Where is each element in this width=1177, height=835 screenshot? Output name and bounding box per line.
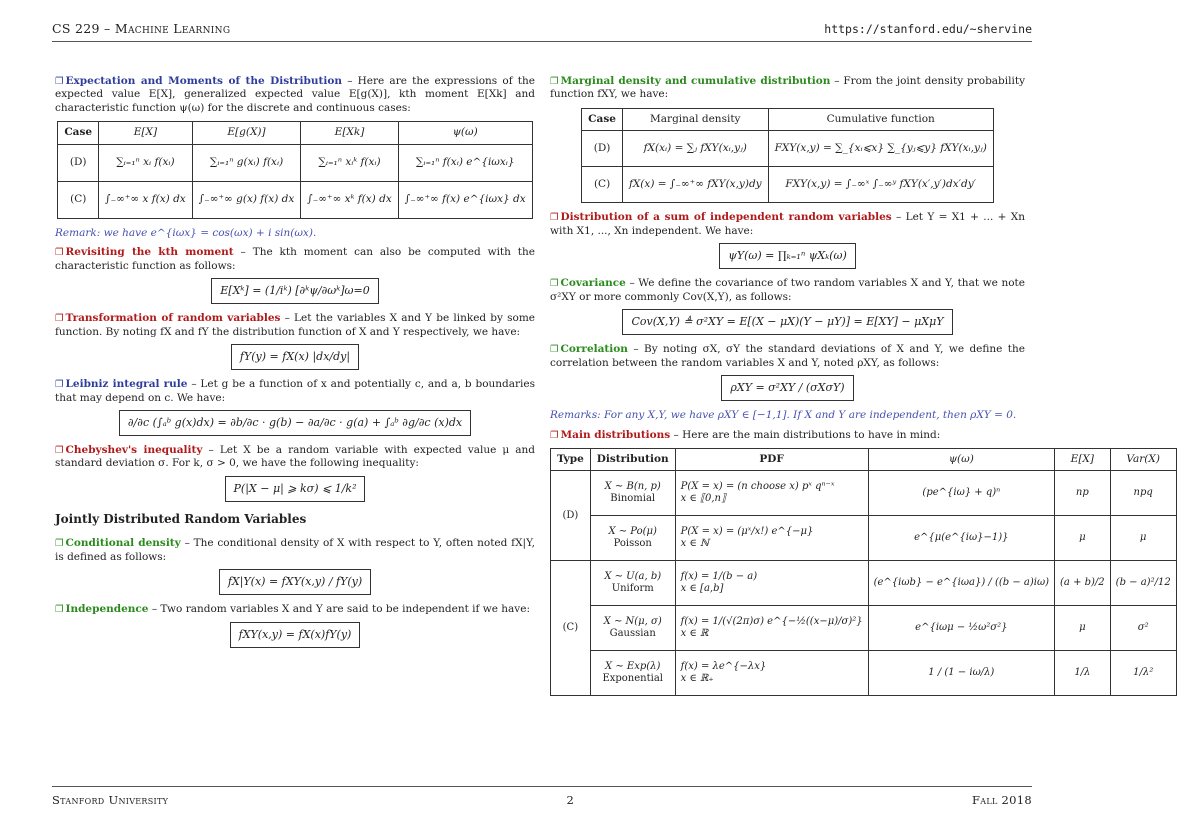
square-bullet-icon: ❐ <box>55 538 64 550</box>
table-cell: ∫₋∞⁺∞ g(x) f(x) dx <box>192 181 301 218</box>
section-title: Leibniz integral rule <box>65 378 188 391</box>
table-cell: (D) <box>58 144 99 181</box>
distribution-cell: X ∼ Exp(λ) Exponential <box>590 651 675 696</box>
table-cell: ∑ᵢ₌₁ⁿ xᵢᵏ f(xᵢ) <box>301 144 398 181</box>
section-text: – Here are the expressions of the expected value E[X], generalized expected value E[g(X)], kth moment E[Xk] and characteristic function ψ(ω) for the discrete and continuous cases: <box>55 75 535 114</box>
distribution-cell: X ∼ B(n, p) Binomial <box>590 471 675 516</box>
ex-cell: (a + b)/2 <box>1055 561 1111 606</box>
table-header: PDF <box>675 449 868 471</box>
square-bullet-icon: ❐ <box>55 379 64 391</box>
formula-box: ∂/∂c (∫ₐᵇ g(x)dx) = ∂b/∂c · g(b) − ∂a/∂c · g(a) + ∫ₐᵇ ∂g/∂c (x)dx <box>119 410 471 436</box>
section-expectation <box>55 75 535 240</box>
table-cell: fX(x) = ∫₋∞⁺∞ fXY(x,y)dy <box>622 167 768 203</box>
course-url[interactable]: https://stanford.edu/~shervine <box>824 22 1032 37</box>
section-title: Distribution of a sum of independent random variables <box>560 211 892 224</box>
var-cell: (b − a)²/12 <box>1110 561 1176 606</box>
table-header: E[X] <box>99 122 193 144</box>
footer-left: Stanford University <box>52 793 169 807</box>
table-cell: (C) <box>582 167 623 203</box>
right-column <box>550 75 1171 704</box>
psi-cell: e^{μ(e^{iω}−1)} <box>868 516 1054 561</box>
section-conditional <box>55 537 535 595</box>
section-text: – Two random variables X and Y are said to be independent if we have: <box>148 603 530 616</box>
square-bullet-icon: ❐ <box>55 247 64 259</box>
table-row <box>551 471 1177 516</box>
table-cell: FXY(x,y) = ∑_{xᵢ⩽x} ∑_{yⱼ⩽y} fXY(xᵢ,yⱼ) <box>768 131 993 167</box>
ex-cell: μ <box>1055 606 1111 651</box>
left-column <box>55 75 535 656</box>
section-sum <box>550 211 1025 269</box>
section-title: Chebyshev's inequality <box>65 444 203 457</box>
table-header: Type <box>551 449 591 471</box>
formula-box: ρXY = σ²XY / (σXσY) <box>721 375 853 401</box>
formula-box: P(|X − μ| ⩾ kσ) ⩽ 1/k² <box>225 476 366 502</box>
section-text: – Here are the main distributions to have in mind: <box>670 428 941 441</box>
formula-box: fY(y) = fX(x) |dx/dy| <box>231 344 359 370</box>
table-cell: (D) <box>582 131 623 167</box>
table-cell: ∑ᵢ₌₁ⁿ f(xᵢ) e^{iωxᵢ} <box>398 144 532 181</box>
square-bullet-icon: ❐ <box>550 212 559 224</box>
square-bullet-icon: ❐ <box>55 604 64 616</box>
var-cell: 1/λ² <box>1110 651 1176 696</box>
var-cell: npq <box>1110 471 1176 516</box>
square-bullet-icon: ❐ <box>550 76 559 87</box>
formula-box: ψY(ω) = ∏ₖ₌₁ⁿ ψXₖ(ω) <box>719 243 856 269</box>
table-header: E[g(X)] <box>192 122 301 144</box>
distribution-cell: X ∼ U(a, b) Uniform <box>590 561 675 606</box>
section-text: – From the joint density probability function fXY, we have: <box>550 75 1025 101</box>
var-cell: σ² <box>1110 606 1176 651</box>
page-footer <box>52 786 1032 808</box>
square-bullet-icon: ❐ <box>55 445 64 457</box>
table-cell: fX(xᵢ) = ∑ⱼ fXY(xᵢ,yⱼ) <box>622 131 768 167</box>
type-cell: (C) <box>551 561 591 696</box>
table-row <box>551 516 1177 561</box>
section-title: Expectation and Moments of the Distribution <box>65 75 342 87</box>
section-covariance <box>550 277 1025 335</box>
formula-box: fX|Y(x) = fXY(x,y) / fY(y) <box>219 569 371 595</box>
table-header: Var(X) <box>1110 449 1176 471</box>
section-text: – The kth moment can also be computed with the characteristic function as follows: <box>55 246 535 272</box>
section-chebyshev <box>55 444 535 502</box>
type-cell: (D) <box>551 471 591 561</box>
ex-cell: 1/λ <box>1055 651 1111 696</box>
pdf-cell: f(x) = 1/(b − a) x ∈ [a,b] <box>675 561 868 606</box>
table-row <box>582 167 994 203</box>
section-title: Transformation of random variables <box>65 312 281 325</box>
table-row <box>551 606 1177 651</box>
table-header: Case <box>58 122 99 144</box>
psi-cell: (e^{iωb} − e^{iωa}) / ((b − a)iω) <box>868 561 1054 606</box>
section-text: – Let Y = X1 + ... + Xn with X1, ..., Xn independent. We have: <box>550 211 1025 237</box>
table-header: Cumulative function <box>768 108 993 130</box>
section-marginal <box>550 75 1025 203</box>
section-title: Correlation <box>560 343 628 356</box>
section-text: – Let X be a random variable with expected value μ and standard deviation σ. For k, σ > 0, we have the following inequality: <box>55 444 536 470</box>
table-cell: ∫₋∞⁺∞ f(x) e^{iωx} dx <box>398 181 532 218</box>
distribution-cell: X ∼ Po(μ) Poisson <box>590 516 675 561</box>
table-cell: (C) <box>58 181 99 218</box>
section-text: – Let g be a function of x and potentially c, and a, b boundaries that may depend on c. We have: <box>55 378 535 404</box>
section-leibniz <box>55 378 535 436</box>
section-text: – Let the variables X and Y be linked by some function. By noting fX and fY the distribution function of X and Y respectively, we have: <box>55 312 535 338</box>
square-bullet-icon: ❐ <box>55 76 64 87</box>
pdf-cell: P(X = x) = (n choose x) pˣ qⁿ⁻ˣ x ∈ ⟦0,n⟧ <box>675 471 868 516</box>
square-bullet-icon: ❐ <box>550 344 559 356</box>
pdf-cell: f(x) = 1/(√(2π)σ) e^{−½((x−μ)/σ)²} x ∈ ℝ <box>675 606 868 651</box>
table-header: Marginal density <box>622 108 768 130</box>
var-cell: μ <box>1110 516 1176 561</box>
pdf-cell: P(X = x) = (μˣ/x!) e^{−μ} x ∈ ℕ <box>675 516 868 561</box>
table-cell: ∑ᵢ₌₁ⁿ g(xᵢ) f(xᵢ) <box>192 144 301 181</box>
marginal-table <box>581 108 994 203</box>
section-kth-moment <box>55 246 535 304</box>
section-title: Covariance <box>560 277 626 290</box>
page-header <box>52 20 1032 42</box>
table-row <box>551 561 1177 606</box>
section-text: – The conditional density of X with respect to Y, often noted fX|Y, is defined as follows: <box>55 537 535 563</box>
table-row <box>58 181 532 218</box>
distribution-cell: X ∼ N(μ, σ) Gaussian <box>590 606 675 651</box>
table-cell: ∫₋∞⁺∞ xᵏ f(x) dx <box>301 181 398 218</box>
psi-cell: 1 / (1 − iω/λ) <box>868 651 1054 696</box>
table-header: Case <box>582 108 623 130</box>
section-correlation <box>550 343 1025 422</box>
table-cell: ∫₋∞⁺∞ x f(x) dx <box>99 181 193 218</box>
distributions-table <box>550 448 1177 696</box>
formula-box: fXY(x,y) = fX(x)fY(y) <box>230 622 361 648</box>
table-row <box>58 144 532 181</box>
table-cell: FXY(x,y) = ∫₋∞ˣ ∫₋∞ʸ fXY(x′,y′)dx′dy′ <box>768 167 993 203</box>
table-header: ψ(ω) <box>868 449 1054 471</box>
formula-box: Cov(X,Y) ≜ σ²XY = E[(X − μX)(Y − μY)] = E[XY] − μXμY <box>622 309 952 335</box>
psi-cell: (pe^{iω} + q)ⁿ <box>868 471 1054 516</box>
section-title: Independence <box>65 603 149 616</box>
section-transformation <box>55 312 535 370</box>
section-text: – We define the covariance of two random variables X and Y, that we note σ²XY or more commonly Cov(X,Y), as follows: <box>550 277 1025 303</box>
section-independence <box>55 603 535 648</box>
table-row <box>551 651 1177 696</box>
section-title: Conditional density <box>65 537 181 550</box>
table-header: E[Xk] <box>301 122 398 144</box>
section-title: Main distributions <box>560 428 671 441</box>
table-header: ψ(ω) <box>398 122 532 144</box>
section-heading: Jointly Distributed Random Variables <box>55 512 307 526</box>
section-title: Revisiting the kth moment <box>65 246 234 259</box>
section-main-distributions <box>550 428 1171 697</box>
pdf-cell: f(x) = λe^{−λx} x ∈ ℝ₊ <box>675 651 868 696</box>
table-row <box>582 131 994 167</box>
ex-cell: μ <box>1055 516 1111 561</box>
square-bullet-icon: ❐ <box>550 429 559 441</box>
table-header: Distribution <box>590 449 675 471</box>
formula-box: E[Xᵏ] = (1/iᵏ) [∂ᵏψ/∂ωᵏ]ω=0 <box>211 278 378 304</box>
ex-cell: np <box>1055 471 1111 516</box>
page-number: 2 <box>566 793 574 807</box>
square-bullet-icon: ❐ <box>550 278 559 290</box>
square-bullet-icon: ❐ <box>55 313 64 325</box>
section-text: – By noting σX, σY the standard deviations of X and Y, we define the correlation between the random variables X and Y, noted ρXY, as follows: <box>550 343 1025 369</box>
remark: Remarks: For any X,Y, we have ρXY ∈ [−1,1]. If X and Y are independent, then ρXY = 0. <box>550 409 1017 422</box>
psi-cell: e^{iωμ − ½ω²σ²} <box>868 606 1054 651</box>
footer-right: Fall 2018 <box>971 793 1032 807</box>
table-header: E[X] <box>1055 449 1111 471</box>
expectation-table <box>57 121 532 218</box>
table-cell: ∑ᵢ₌₁ⁿ xᵢ f(xᵢ) <box>99 144 193 181</box>
course-title: CS 229 – Machine Learning <box>52 21 231 36</box>
remark: Remark: we have e^{iωx} = cos(ωx) + i sin(ωx). <box>55 226 317 239</box>
section-title: Marginal density and cumulative distribution <box>560 75 831 87</box>
